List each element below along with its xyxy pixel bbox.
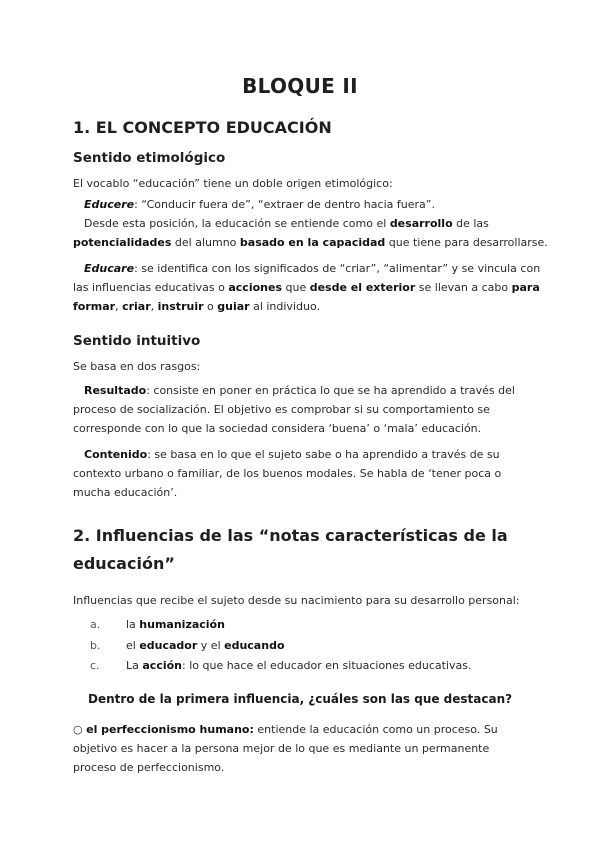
contenido-line-2: contexto urbano o familiar, de los buenos modales. Se habla de ‘tener poca o <box>73 467 502 480</box>
list-item: a. la humanización <box>90 618 225 631</box>
potencialidades-line: potencialidades del alumno basado en la capacidad que tiene para desarrollarse. <box>73 236 548 249</box>
contenido-term: Contenido <box>84 448 148 461</box>
circle-bullet-icon: ○ <box>73 723 87 736</box>
formar-line: formar, criar, instruir o guiar al individuo. <box>73 300 320 313</box>
perfeccionismo-line-3: proceso de perfeccionismo. <box>73 761 225 774</box>
section-2-intro: Influencias que recibe el sujeto desde su nacimiento para su desarrollo personal: <box>73 594 520 607</box>
section-2-heading-line-2: educación” <box>73 554 175 573</box>
list-item: b. el educador y el educando <box>90 639 285 652</box>
perfeccionismo-line-1: ○ el perfeccionismo humano: entiende la educación como un proceso. Su <box>73 723 498 736</box>
resultado-line-1: Resultado: consiste en poner en práctica lo que se ha aprendido a través del <box>84 384 515 397</box>
influencias-line: las influencias educativas o acciones que desde el exterior se llevan a cabo para <box>73 281 540 294</box>
resultado-line-2: proceso de socialización. El objetivo es comprobar si su comportamiento se <box>73 403 490 416</box>
educere-term: Educere <box>84 198 135 211</box>
contenido-line-1: Contenido: se basa en lo que el sujeto sabe o ha aprendido a través de su <box>84 448 500 461</box>
resultado-line-3: corresponde con lo que la sociedad considera ‘buena’ o ‘mala’ educación. <box>73 422 482 435</box>
educere-line: Educere: “Conducir fuera de”, “extraer de dentro hacia fuera”. <box>84 198 435 211</box>
desde-line: Desde esta posición, la educación se entiende como el desarrollo de las <box>84 217 489 230</box>
subheading-etymological: Sentido etimológico <box>73 150 226 166</box>
resultado-term: Resultado <box>84 384 147 397</box>
perfeccionismo-line-2: objetivo es hacer a la persona mejor de lo que es mediante un permanente <box>73 742 490 755</box>
question-heading: Dentro de la primera influencia, ¿cuáles son las que destacan? <box>88 692 513 706</box>
section-2-heading-line-1: 2. Influencias de las “notas características de la <box>73 526 508 545</box>
etym-intro: El vocablo “educación” tiene un doble origen etimológico: <box>73 177 393 190</box>
intu-intro: Se basa en dos rasgos: <box>73 360 201 373</box>
contenido-line-3: mucha educación’. <box>73 486 178 499</box>
section-1-heading: 1. EL CONCEPTO EDUCACIÓN <box>73 118 332 137</box>
list-item: c. La acción: lo que hace el educador en situaciones educativas. <box>90 659 472 672</box>
page-title: BLOQUE II <box>242 74 358 98</box>
educare-term: Educare <box>84 262 135 275</box>
educare-line: Educare: se identifica con los significados de “criar”, “alimentar” y se vincula con <box>84 262 541 275</box>
subheading-intuitive: Sentido intuitivo <box>73 333 201 349</box>
